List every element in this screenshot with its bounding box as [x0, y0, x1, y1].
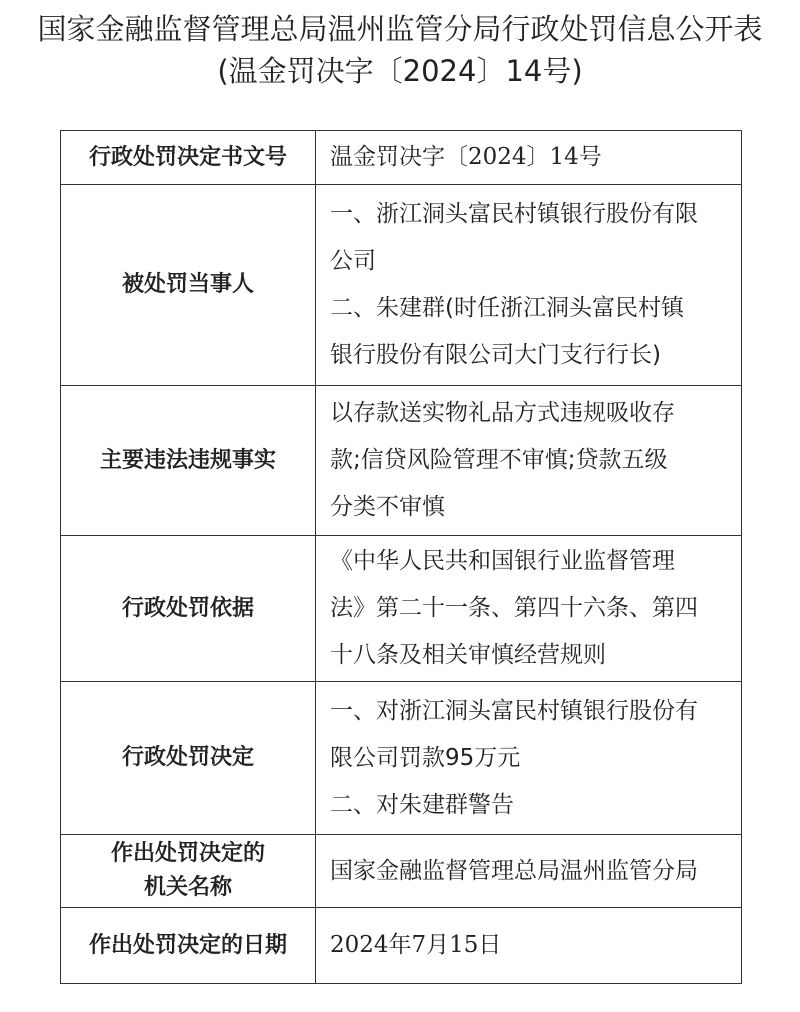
table-row-legal-basis: [61, 536, 742, 682]
title-line-1: 国家金融监督管理总局温州监管分局行政处罚信息公开表: [37, 12, 763, 46]
label-authority-name: 作出处罚决定的 机关名称: [61, 835, 316, 908]
penalty-info-table: [60, 130, 742, 984]
value-legal-basis: 《中华人民共和国银行业监督管理 法》第二十一条、第四十六条、第四 十八条及相关审慎经营规则: [316, 536, 742, 682]
title-line-2: (温金罚决字〔2024〕14号): [217, 54, 583, 88]
page-title: [0, 8, 800, 92]
label-decision-date: 作出处罚决定的日期: [61, 908, 316, 984]
table-row-punished-party: [61, 185, 742, 386]
label-punished-party: 被处罚当事人: [61, 185, 316, 386]
value-punished-party: 一、浙江洞头富民村镇银行股份有限 公司 二、朱建群(时任浙江洞头富民村镇 银行股份有限公司大门支行行长): [316, 185, 742, 386]
value-authority-name: 国家金融监督管理总局温州监管分局: [316, 835, 742, 908]
label-legal-basis: 行政处罚依据: [61, 536, 316, 682]
table-row-penalty-decision: [61, 682, 742, 835]
value-penalty-decision: 一、对浙江洞头富民村镇银行股份有 限公司罚款95万元 二、对朱建群警告: [316, 682, 742, 835]
table-row-violation-facts: [61, 386, 742, 536]
value-decision-number: 温金罚决字〔2024〕14号: [316, 131, 742, 185]
value-decision-date: 2024年7月15日: [316, 908, 742, 984]
table-row-authority-name: [61, 835, 742, 908]
table-row-decision-number: [61, 131, 742, 185]
value-violation-facts: 以存款送实物礼品方式违规吸收存 款;信贷风险管理不审慎;贷款五级 分类不审慎: [316, 386, 742, 536]
table-row-decision-date: [61, 908, 742, 984]
label-violation-facts: 主要违法违规事实: [61, 386, 316, 536]
label-decision-number: 行政处罚决定书文号: [61, 131, 316, 185]
label-penalty-decision: 行政处罚决定: [61, 682, 316, 835]
